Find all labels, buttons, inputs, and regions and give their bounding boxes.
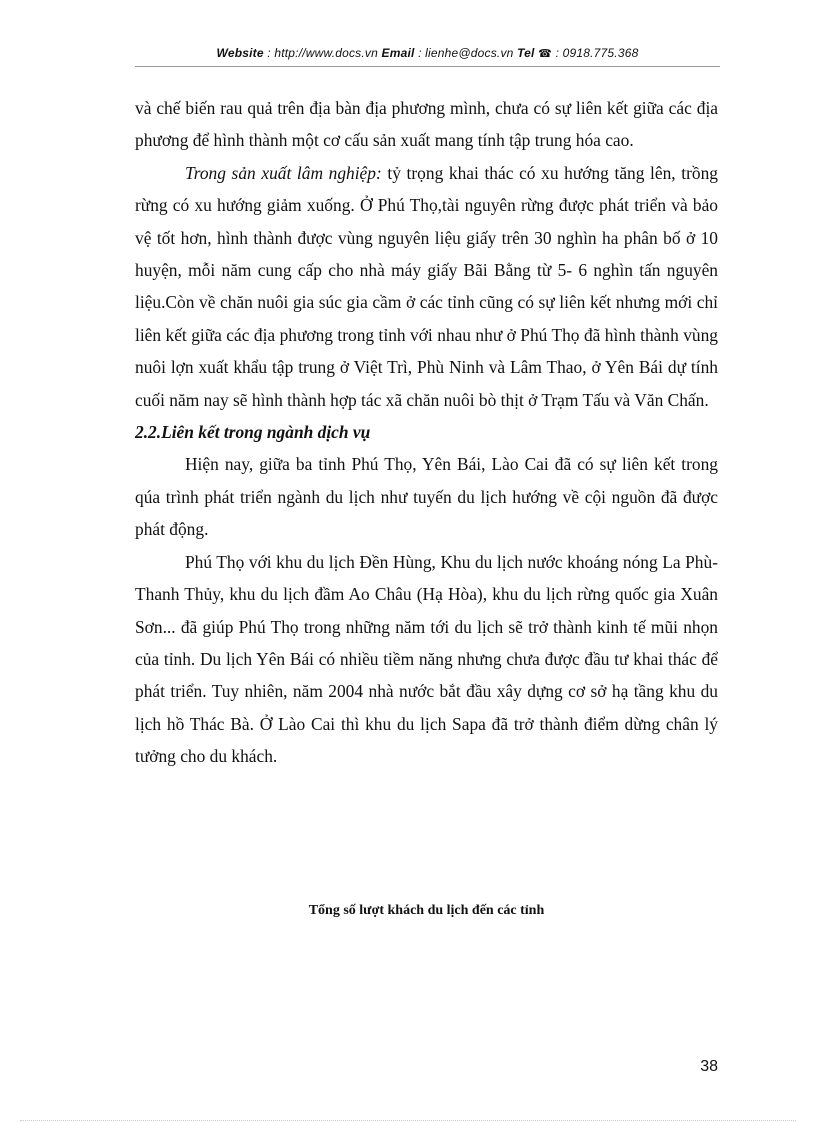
- paragraph-2-lead: Trong sản xuất lâm nghiệp:: [185, 162, 382, 183]
- document-body: [135, 92, 718, 773]
- website-label: Website: [216, 46, 264, 60]
- paragraph-3: Hiện nay, giữa ba tỉnh Phú Thọ, Yên Bái, Lào Cai đã có sự liên kết trong qúa trình phát triển ngành du lịch như tuyến du lịch hướng về cội nguồn đã được phát động.: [135, 454, 718, 540]
- page-header: [135, 46, 720, 64]
- table-caption: Tổng số lượt khách du lịch đến các tỉnh: [308, 903, 545, 918]
- section-heading: 2.2.Liên kết trong ngành dịch vụ: [135, 422, 371, 443]
- website-separator: :: [263, 46, 275, 60]
- email-separator: :: [414, 46, 426, 60]
- header-divider: [135, 66, 720, 67]
- paragraph-2-text: tỷ trọng khai thác có xu hướng tăng lên, trồng rừng có xu hướng giảm xuống. Ở Phú Thọ,tài nguyên rừng được phát triển và bảo vệ tốt hơn, hình thành được vùng nguyên liệu giấy trên 30 nghìn ha phân bố ở 10 huyện, mỗi năm cung cấp cho nhà máy giấy Bãi Bằng từ 5- 6 nghìn tấn nguyên liệu.Còn về chăn nuôi gia súc gia cầm ở các tỉnh cũng có sự liên kết nhưng mới chỉ liên kết giữa các địa phương trong tỉnh với nhau như ở Phú Thọ đã hình thành vùng nuôi lợn xuất khẩu tập trung ở Việt Trì, Phù Ninh và Lâm Thao, ở Yên Bái dự tính cuối năm nay sẽ hình thành hợp tác xã chăn nuôi bò thịt ở Trạm Tấu và Văn Chấn.: [135, 162, 718, 410]
- email-value: lienhe@docs.vn: [425, 46, 514, 60]
- footer-divider: [20, 1120, 796, 1121]
- phone-icon: ☎: [538, 48, 553, 60]
- tel-separator: :: [552, 46, 563, 60]
- tel-value: 0918.775.368: [562, 46, 639, 60]
- page-number: 38: [700, 1058, 718, 1075]
- paragraph-2: [135, 157, 718, 416]
- email-label: Email: [381, 46, 415, 60]
- paragraph-1: và chế biến rau quả trên địa bàn địa phương mình, chưa có sự liên kết giữa các địa phương để hình thành một cơ cấu sản xuất mang tính tập trung hóa cao.: [135, 98, 718, 151]
- tel-label: Tel: [517, 46, 535, 60]
- paragraph-4: Phú Thọ với khu du lịch Đền Hùng, Khu du lịch nước khoáng nóng La Phù- Thanh Thủy, khu du lịch đầm Ao Châu (Hạ Hòa), khu du lịch rừng quốc gia Xuân Sơn... đã giúp Phú Thọ trong những năm tới du lịch sẽ trở thành kinh tế mũi nhọn của tỉnh. Du lịch Yên Bái có nhiều tiềm năng nhưng chưa được đầu tư khai thác để phát triển. Tuy nhiên, năm 2004 nhà nước bắt đầu xây dựng cơ sở hạ tầng khu du lịch hồ Thác Bà. Ở Lào Cai thì khu du lịch Sapa đã trở thành điểm dừng chân lý tưởng cho du khách.: [135, 551, 718, 767]
- website-url: http://www.docs.vn: [274, 46, 378, 60]
